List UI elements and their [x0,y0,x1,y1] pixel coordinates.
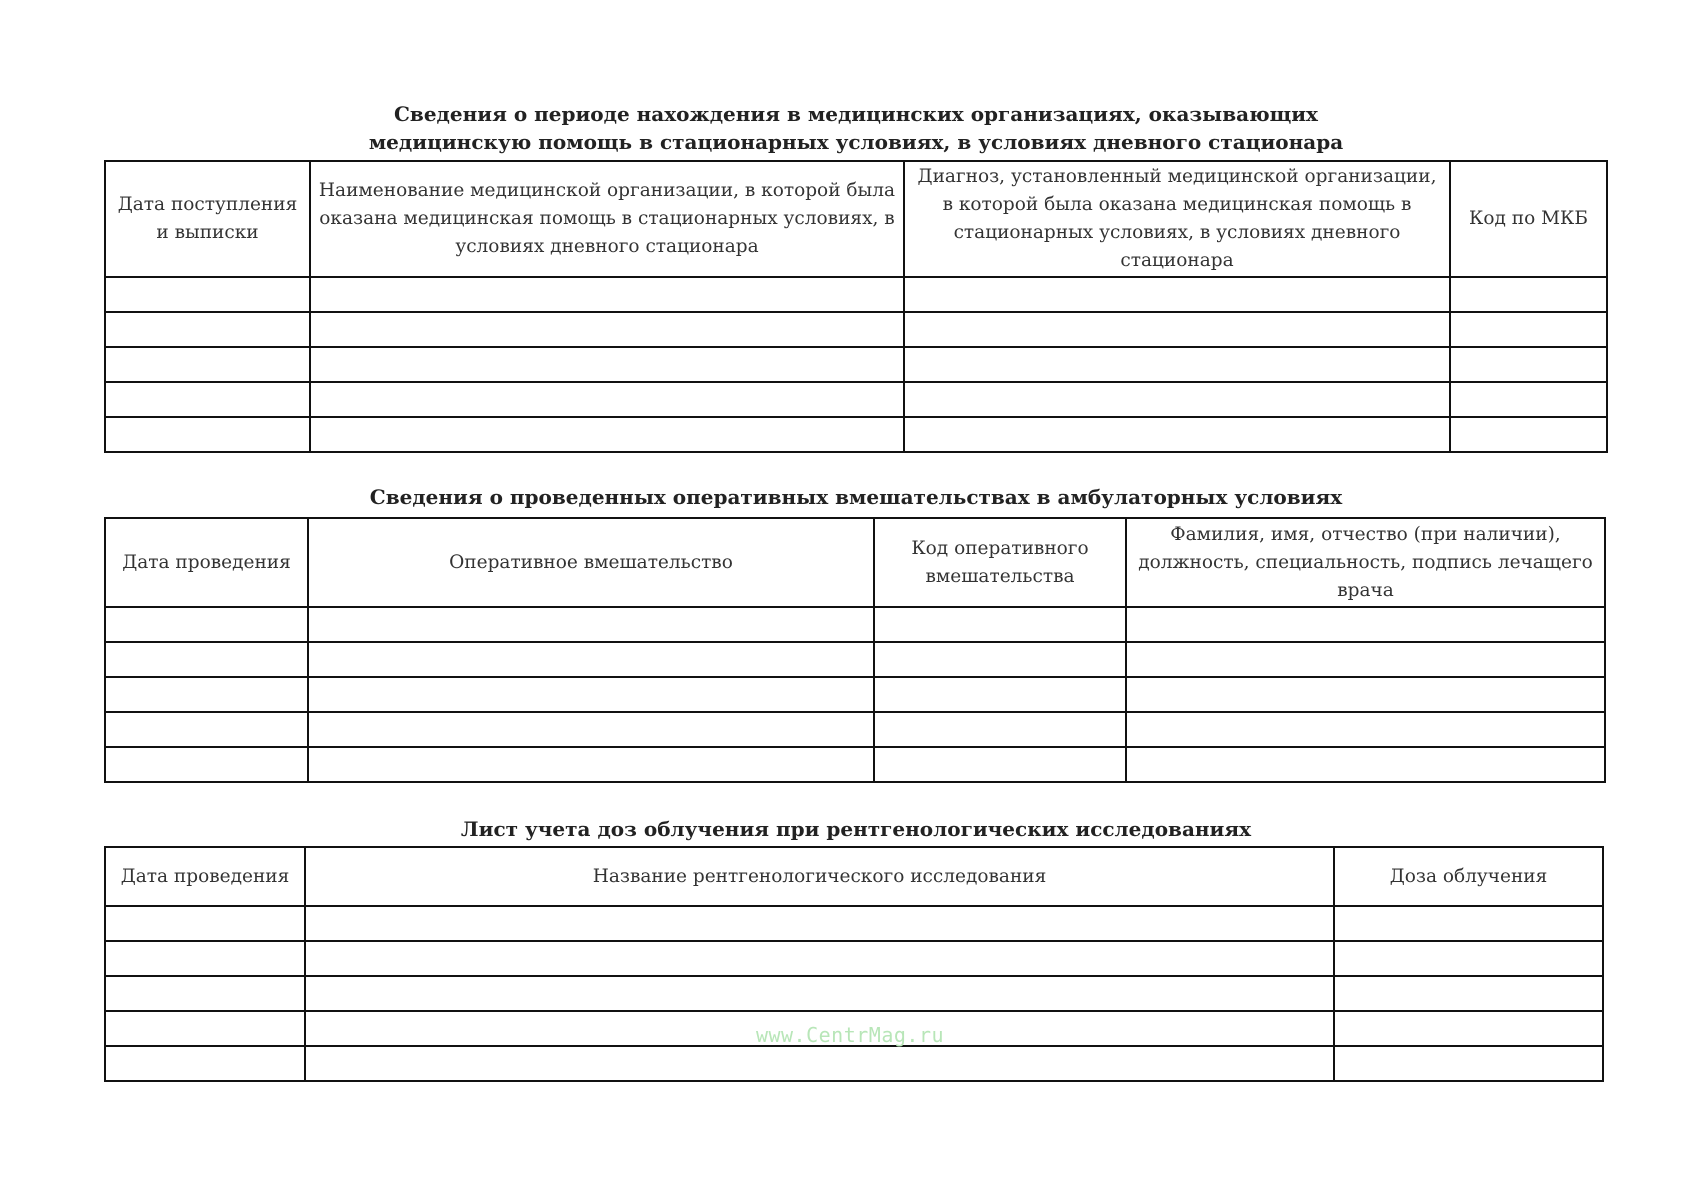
section1-title-line1: Сведения о периоде нахождения в медицинских организациях, оказывающих [394,102,1318,126]
table-row [105,677,1605,712]
table-cell[interactable] [305,941,1334,976]
table-row [105,642,1605,677]
header-surgery-code: Код оперативного вмешательства [874,518,1126,607]
table-row [105,607,1605,642]
table-cell[interactable] [310,312,904,347]
table-row [105,747,1605,782]
table-cell[interactable] [1450,382,1607,417]
table-cell[interactable] [105,642,308,677]
table-cell[interactable] [1126,607,1605,642]
header-date: Дата проведения [105,518,308,607]
table-cell[interactable] [105,941,305,976]
table-cell[interactable] [1334,906,1603,941]
table-cell[interactable] [874,607,1126,642]
table-header-row [105,161,1607,277]
header-radiation-dose: Доза облучения [1334,847,1603,906]
table-cell[interactable] [1126,712,1605,747]
table-row [105,1046,1603,1081]
table-cell[interactable] [1450,417,1607,452]
hospital-stay-table [104,160,1608,453]
section1-title [104,100,1608,156]
table-header-row [105,518,1605,607]
table-row [105,712,1605,747]
section1-title-line2: медицинскую помощь в стационарных условиях, в условиях дневного стационара [368,130,1344,154]
table-cell[interactable] [308,607,874,642]
table-cell[interactable] [904,312,1450,347]
section2-title: Сведения о проведенных оперативных вмешательствах в амбулаторных условиях [369,485,1343,509]
header-date: Дата проведения [105,847,305,906]
header-diagnosis: Диагноз, установленный медицинской организации, в которой была оказана медицинская помощь в стационарных условиях, в условиях дневного стационара [904,161,1450,277]
table-cell[interactable] [1334,1046,1603,1081]
table-row [105,382,1607,417]
table-cell[interactable] [105,712,308,747]
table-row [105,347,1607,382]
table-cell[interactable] [308,642,874,677]
table-cell[interactable] [305,1046,1334,1081]
table-cell[interactable] [1450,347,1607,382]
table-cell[interactable] [310,277,904,312]
table-row [105,976,1603,1011]
table-cell[interactable] [105,677,308,712]
table-cell[interactable] [308,712,874,747]
table-cell[interactable] [874,677,1126,712]
outpatient-surgery-table [104,517,1606,783]
table-row [105,417,1607,452]
table-cell[interactable] [1126,642,1605,677]
table-header-row [105,847,1603,906]
table-cell[interactable] [874,642,1126,677]
section3-title: Лист учета доз облучения при рентгенологических исследованиях [460,817,1252,841]
table-cell[interactable] [1334,941,1603,976]
table-cell[interactable] [105,1046,305,1081]
header-surgery: Оперативное вмешательство [308,518,874,607]
table-cell[interactable] [310,347,904,382]
table-cell[interactable] [105,976,305,1011]
table-cell[interactable] [1450,277,1607,312]
header-admission-date: Дата поступления и выписки [105,161,310,277]
table-cell[interactable] [105,382,310,417]
table-cell[interactable] [105,277,310,312]
table-row [105,906,1603,941]
table-cell[interactable] [305,976,1334,1011]
table-row [105,312,1607,347]
header-icd-code: Код по МКБ [1450,161,1607,277]
table-cell[interactable] [904,347,1450,382]
table-cell[interactable] [308,677,874,712]
table-cell[interactable] [1126,677,1605,712]
table-cell[interactable] [105,607,308,642]
table-cell[interactable] [1334,1011,1603,1046]
table-cell[interactable] [105,312,310,347]
table-cell[interactable] [105,906,305,941]
table-cell[interactable] [874,747,1126,782]
table-cell[interactable] [310,382,904,417]
table-row [105,941,1603,976]
table-cell[interactable] [1450,312,1607,347]
table-cell[interactable] [105,347,310,382]
table-cell[interactable] [904,277,1450,312]
table-cell[interactable] [874,712,1126,747]
table-row [105,277,1607,312]
table-cell[interactable] [105,747,308,782]
table-cell[interactable] [105,1011,305,1046]
table-cell[interactable] [904,382,1450,417]
header-organization-name: Наименование медицинской организации, в которой была оказана медицинская помощь в стационарных условиях, в условиях дневного стационара [310,161,904,277]
header-doctor: Фамилия, имя, отчество (при наличии), должность, специальность, подпись лечащего врача [1126,518,1605,607]
table-cell[interactable] [1334,976,1603,1011]
header-xray-study: Название рентгенологического исследования [305,847,1334,906]
table-cell[interactable] [1126,747,1605,782]
table-cell[interactable] [105,417,310,452]
watermark: www.CentrMag.ru [755,1023,945,1047]
table-cell[interactable] [305,906,1334,941]
table-cell[interactable] [904,417,1450,452]
table-cell[interactable] [310,417,904,452]
table-cell[interactable] [308,747,874,782]
